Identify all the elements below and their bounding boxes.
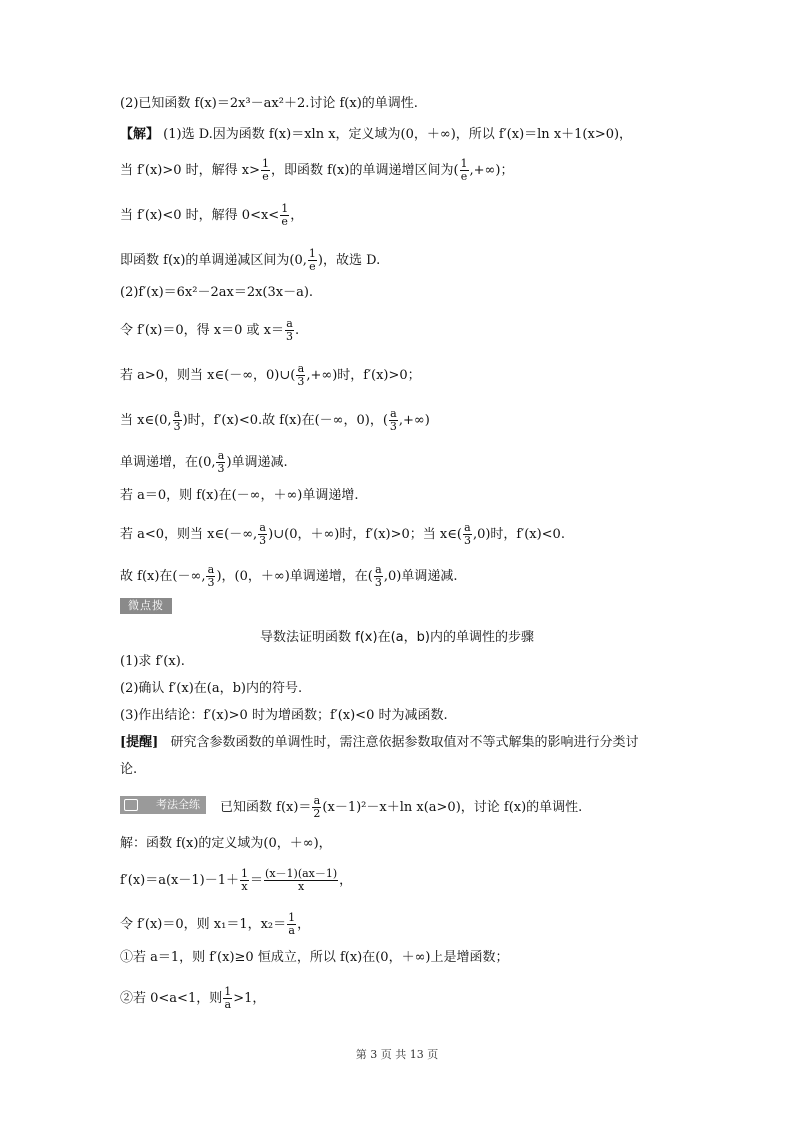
answer-line-4: ①若 a＝1，则 f′(x)≥0 恒成立，所以 f(x)在(0，＋∞)上是增函数； xyxy=(120,950,509,965)
reminder-cont: 论. xyxy=(120,762,138,777)
question-2: (2)已知函数 f(x)＝2x³－ax²＋2.讨论 f(x)的单调性. xyxy=(120,96,418,111)
solution-tag: 【解】 xyxy=(120,127,160,142)
answer-line-5: ②若 0<a<1，则 $\frac{1}{a}$ >1， xyxy=(120,985,266,1011)
reminder: [提醒] 研究含参数函数的单调性时，需注意依据参数取值对不等式解集的影响进行分类讨 xyxy=(120,735,639,750)
solution-line-12: 若 a<0，则当 x∈(－∞, $\frac{a}{3}$ )∪(0，＋∞)时，f′(x)>0；当 x∈( $\frac{a}{3}$ ,0)时，f′(x)<0. xyxy=(120,521,565,547)
solution-line-9: 当 x∈(0, $\frac{a}{3}$ )时，f′(x)<0.故 f(x)在(－∞，0)，( $\frac{a}{3}$ ,+∞) xyxy=(120,407,430,433)
solution-line-5: 即函数 f(x)的单调递减区间为(0, $\frac{1}{e}$ )，故选 D. xyxy=(120,247,381,273)
solution-line-4: 当 f′(x)<0 时，解得 0<x< $\frac{1}{e}$ ， xyxy=(120,202,304,228)
step-1: (1)求 f′(x). xyxy=(120,654,185,669)
section-heading: 导数法证明函数 f(x)在(a，b)内的单调性的步骤 xyxy=(260,630,534,645)
solution-intro: 【解】 (1)选 D.因为函数 f(x)＝xln x，定义域为(0，＋∞)，所以 f′(x)＝ln x＋1(x>0)， xyxy=(120,127,633,142)
solution-line-6: (2)f′(x)＝6x²－2ax＝2x(3x－a). xyxy=(120,285,314,300)
step-2: (2)确认 f′(x)在(a，b)内的符号. xyxy=(120,681,303,696)
answer-line-1: 解：函数 f(x)的定义域为(0，＋∞)， xyxy=(120,836,332,851)
tip-label-badge: 微点拨 xyxy=(120,598,172,614)
step-3: (3)作出结论：f′(x)>0 时为增函数；f′(x)<0 时为减函数. xyxy=(120,708,448,723)
answer-line-3: 令 f′(x)＝0，则 x₁＝1，x₂＝ $\frac{1}{a}$ ， xyxy=(120,911,311,937)
solution-line-7: 令 f′(x)＝0，得 x＝0 或 x＝ $\frac{a}{3}$ . xyxy=(120,317,300,343)
solution-line-8: 若 a>0，则当 x∈(－∞，0)∪( $\frac{a}{3}$ ,+∞)时，f′(x)>0； xyxy=(120,362,421,388)
answer-line-2: f′(x)＝a(x－1)－1＋ $\frac{1}{x}$ ＝ $\frac{(x-1)(ax-1)}{x}$ ， xyxy=(120,867,353,893)
solution-line-3: 当 f′(x)>0 时，解得 x> $\frac{1}{e}$ ，即函数 f(x)的单调递增区间为( $\frac{1}{e}$ ,+∞)； xyxy=(120,157,514,183)
exercise: 已知函数 f(x)＝ $\frac{a}{2}$ (x－1)²－x＋ln x(a>0)，讨论 f(x)的单调性. xyxy=(220,794,583,820)
solution-line-13: 故 f(x)在(－∞, $\frac{a}{3}$ )，(0，＋∞)单调递增，在( $\frac{a}{3}$ ,0)单调递减. xyxy=(120,563,458,589)
pencil-icon xyxy=(124,799,138,811)
page-footer: 第 3 页 共 13 页 xyxy=(355,1048,439,1061)
practice-label-badge: 考法全练 xyxy=(120,796,206,814)
solution-line-11: 若 a＝0，则 f(x)在(－∞，＋∞)单调递增. xyxy=(120,488,359,503)
reminder-tag: [提醒] xyxy=(120,735,159,750)
solution-line-10: 单调递增，在(0, $\frac{a}{3}$ )单调递减. xyxy=(120,449,288,475)
